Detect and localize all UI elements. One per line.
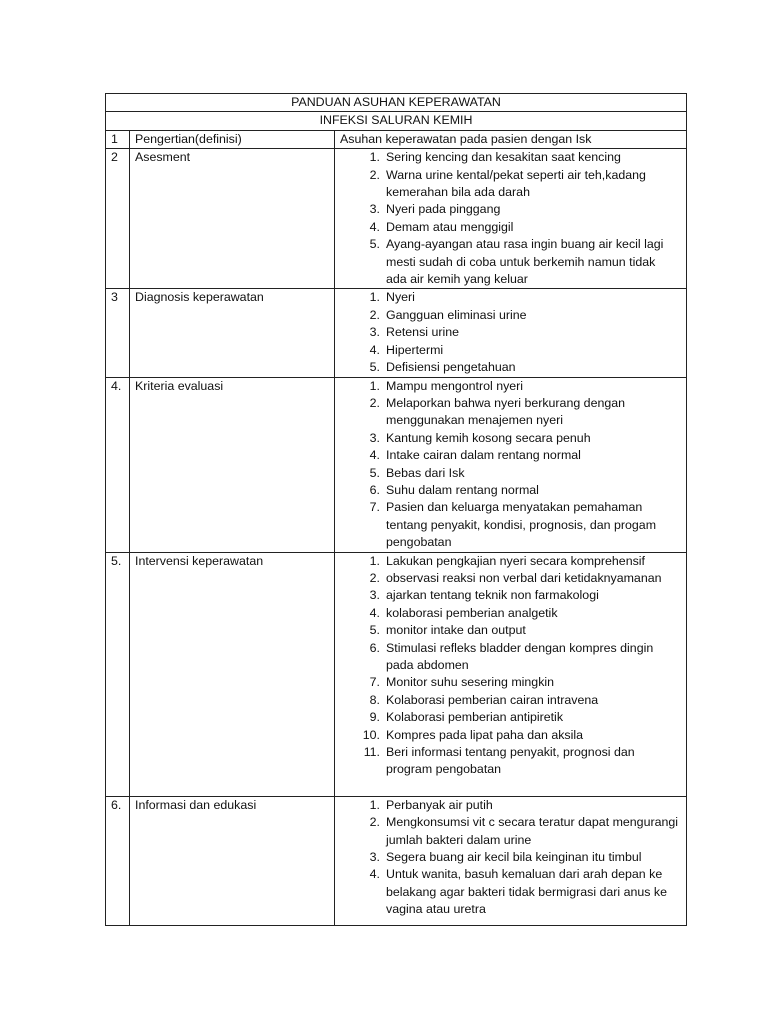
- blank-line: [340, 779, 686, 796]
- list-item: [340, 447, 686, 464]
- list-item-text: Kompres pada lipat paha dan aksila: [386, 727, 584, 742]
- list-item-number: 6.: [369, 482, 380, 497]
- list-item-number: 3.: [369, 430, 380, 445]
- row-label: Kriteria evaluasi: [130, 377, 335, 552]
- numbered-list: [340, 797, 686, 919]
- section-row: [106, 289, 687, 377]
- list-item: [340, 744, 686, 779]
- row-label: Informasi dan edukasi: [130, 796, 335, 925]
- list-item-number: 4.: [369, 605, 380, 620]
- list-item-text: ajarkan tentang teknik non farmakologi: [386, 588, 599, 603]
- list-item: [340, 605, 686, 622]
- list-item: [340, 587, 686, 604]
- list-item: [340, 570, 686, 587]
- list-item: [340, 482, 686, 499]
- list-item-text: Hipertermi: [386, 342, 444, 357]
- list-item-text: Ayang-ayangan atau rasa ingin buang air kecil lagi mesti sudah di coba untuk berkemih namun tidak ada air kemih yang keluar: [386, 237, 664, 287]
- list-item-number: 7.: [369, 500, 380, 515]
- list-item-number: 1.: [369, 378, 380, 393]
- list-item-number: 1.: [369, 290, 380, 305]
- document-subtitle: INFEKSI SALURAN KEMIH: [106, 112, 687, 130]
- list-item-text: Mengkonsumsi vit c secara teratur dapat mengurangi jumlah bakteri dalam urine: [386, 815, 679, 847]
- numbered-list: [340, 289, 686, 376]
- numbered-list: [340, 149, 686, 288]
- list-item-number: 1.: [369, 553, 380, 568]
- row-number: 5.: [106, 552, 130, 796]
- list-item-text: Nyeri: [386, 290, 415, 305]
- row-label: Diagnosis keperawatan: [130, 289, 335, 377]
- list-item: [340, 395, 686, 430]
- list-item: [340, 553, 686, 570]
- list-item: [340, 640, 686, 675]
- row-content: [335, 377, 687, 552]
- list-item-text: Warna urine kental/pekat seperti air teh,kadang kemerahan bila ada darah: [386, 167, 646, 200]
- section-row: [106, 796, 687, 925]
- list-item-text: Kantung kemih kosong secara penuh: [386, 430, 591, 445]
- list-item: [340, 797, 686, 814]
- row-content: [335, 289, 687, 377]
- list-item-number: 2.: [369, 395, 380, 410]
- list-item-number: 8.: [369, 692, 380, 707]
- list-item-text: Kolaborasi pemberian antipiretik: [386, 710, 564, 725]
- list-item-text: kolaborasi pemberian analgetik: [386, 605, 558, 620]
- list-item-number: 10.: [362, 727, 380, 742]
- list-item: [340, 692, 686, 709]
- list-item-number: 5.: [369, 360, 380, 375]
- list-item-text: Gangguan eliminasi urine: [386, 307, 527, 322]
- list-item-text: Melaporkan bahwa nyeri berkurang dengan menggunakan menajemen nyeri: [386, 395, 626, 428]
- list-item-text: Retensi urine: [386, 325, 460, 340]
- section-row: [106, 552, 687, 796]
- list-item-number: 3.: [369, 850, 380, 865]
- list-item: [340, 849, 686, 866]
- row-number: 6.: [106, 796, 130, 925]
- list-item: [340, 289, 686, 306]
- list-item-text: Bebas dari Isk: [386, 465, 465, 480]
- list-item-text: Kolaborasi pemberian cairan intravena: [386, 692, 599, 707]
- list-item: [340, 307, 686, 324]
- list-item: [340, 814, 686, 849]
- list-item-number: 1.: [369, 150, 380, 165]
- list-item-text: observasi reaksi non verbal dari ketidaknyamanan: [386, 570, 662, 585]
- list-item-number: 11.: [363, 745, 380, 760]
- list-item-text: Demam atau menggigil: [386, 219, 514, 234]
- list-item-number: 7.: [369, 675, 380, 690]
- list-item-text: Segera buang air kecil bila keinginan itu timbul: [386, 850, 642, 865]
- list-item: [340, 342, 686, 359]
- list-item-number: 1.: [369, 797, 380, 812]
- list-item: [340, 499, 686, 551]
- list-item-number: 3.: [369, 202, 380, 217]
- list-item-number: 3.: [369, 325, 380, 340]
- list-item: [340, 674, 686, 691]
- list-item-number: 2.: [369, 815, 380, 830]
- row-label: Asesment: [130, 149, 335, 289]
- list-item-text: Intake cairan dalam rentang normal: [386, 448, 581, 463]
- list-item-number: 2.: [369, 570, 380, 585]
- list-item-text: Monitor suhu sesering mingkin: [386, 675, 555, 690]
- row-label: Intervensi keperawatan: [130, 552, 335, 796]
- list-item: [340, 359, 686, 376]
- title-row: [106, 94, 687, 112]
- list-item-number: 4.: [369, 219, 380, 234]
- row-content: [335, 552, 687, 796]
- list-item-number: 2.: [369, 167, 380, 182]
- row-content: [335, 149, 687, 289]
- list-item-number: 5.: [369, 465, 380, 480]
- section-row: [106, 149, 687, 289]
- blank-line: [340, 919, 686, 925]
- row-content: Asuhan keperawatan pada pasien dengan Isk: [335, 130, 687, 148]
- list-item-text: Mampu mengontrol nyeri: [386, 378, 524, 393]
- list-item-text: Defisiensi pengetahuan: [386, 360, 516, 375]
- list-item-number: 6.: [369, 640, 380, 655]
- list-item-number: 5.: [369, 237, 380, 252]
- list-item: [340, 866, 686, 918]
- list-item-text: Suhu dalam rentang normal: [386, 482, 539, 497]
- row-label: Pengertian(definisi): [130, 130, 335, 148]
- list-item-number: 4.: [369, 342, 380, 357]
- row-content: [335, 796, 687, 925]
- list-item: [340, 430, 686, 447]
- numbered-list: [340, 378, 686, 552]
- list-item-number: 2.: [369, 307, 380, 322]
- list-item-number: 5.: [369, 623, 380, 638]
- list-item-number: 4.: [369, 448, 380, 463]
- list-item-text: Pasien dan keluarga menyatakan pemahaman tentang penyakit, kondisi, prognosis, dan progam pengobatan: [386, 500, 657, 550]
- row-number: 1: [106, 130, 130, 148]
- list-item-text: Lakukan pengkajian nyeri secara komprehensif: [386, 553, 645, 568]
- definition-row: [106, 130, 687, 148]
- care-guide-table: [105, 93, 687, 926]
- section-row: [106, 377, 687, 552]
- numbered-list: [340, 553, 686, 779]
- list-item: [340, 167, 686, 202]
- list-item: [340, 378, 686, 395]
- list-item-text: Stimulasi refleks bladder dengan kompres dingin pada abdomen: [386, 640, 654, 672]
- list-item: [340, 219, 686, 236]
- document-title: PANDUAN ASUHAN KEPERAWATAN: [106, 94, 687, 112]
- list-item-text: monitor intake dan output: [386, 623, 526, 638]
- list-item-text: Nyeri pada pinggang: [386, 202, 501, 217]
- list-item: [340, 727, 686, 744]
- list-item: [340, 324, 686, 341]
- row-number: 4.: [106, 377, 130, 552]
- list-item-text: Beri informasi tentang penyakit, prognosi dan program pengobatan: [386, 745, 635, 777]
- row-number: 3: [106, 289, 130, 377]
- list-item-text: Untuk wanita, basuh kemaluan dari arah depan ke belakang agar bakteri tidak bermigrasi dari anus ke vagina atau uretra: [386, 867, 668, 917]
- list-item-text: Sering kencing dan kesakitan saat kencing: [386, 150, 621, 165]
- list-item-number: 4.: [369, 867, 380, 882]
- list-item: [340, 236, 686, 288]
- list-item-number: 3.: [369, 588, 380, 603]
- list-item: [340, 622, 686, 639]
- list-item-number: 9.: [369, 710, 380, 725]
- list-item: [340, 149, 686, 166]
- list-item-text: Perbanyak air putih: [386, 797, 493, 812]
- list-item: [340, 465, 686, 482]
- list-item: [340, 709, 686, 726]
- list-item: [340, 201, 686, 218]
- row-number: 2: [106, 149, 130, 289]
- subtitle-row: [106, 112, 687, 130]
